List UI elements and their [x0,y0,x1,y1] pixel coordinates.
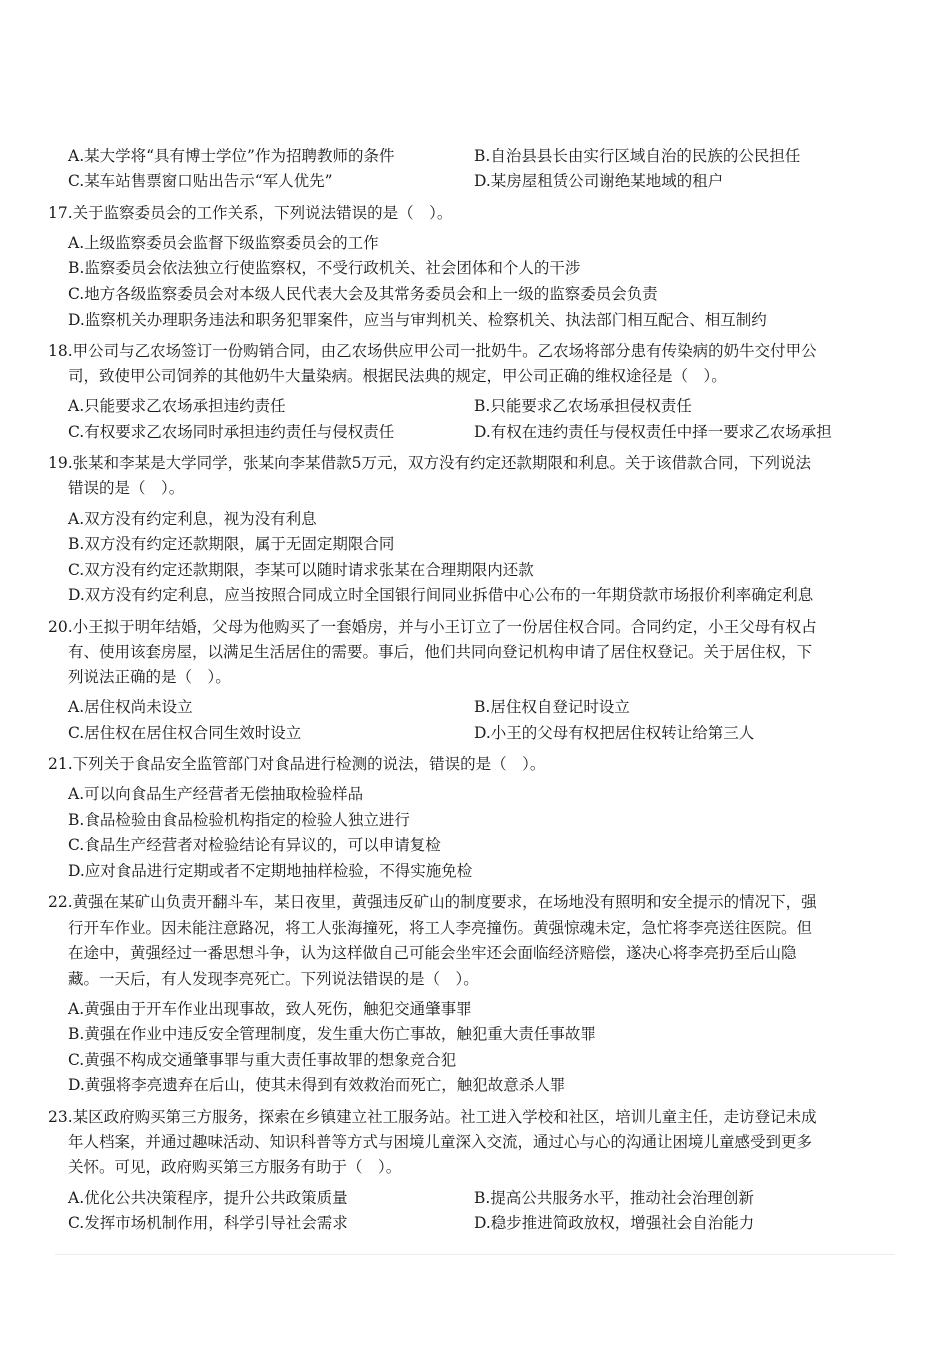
q22-stem-line-2: 行开车作业。因未能注意路况，将工人张海撞死，将工人李亮撞伤。黄强惊魂未定，急忙将李亮送往医院。但 [68,919,813,937]
q20-stem-line-2: 有、使用该套房屋，以满足生活居住的需要。事后，他们共同向登记机构申请了居住权登记。关于居住权，下 [68,643,813,661]
q20-option-d: D.小王的父母有权把居住权转让给第三人 [474,724,755,742]
q23-option-c: C.发挥市场机制作用，科学引导社会需求 [68,1214,348,1232]
q19-option-d: D.双方没有约定利息，应当按照合同成立时全国银行间同业拆借中心公布的一年期贷款市场报价利率确定利息 [68,586,814,604]
q18-option-c: C.有权要求乙农场同时承担违约责任与侵权责任 [68,423,395,441]
q17-option-b: B.监察委员会依法独立行使监察权，不受行政机关、社会团体和个人的干涉 [68,259,581,277]
q16-option-a: A.某大学将“具有博士学位”作为招聘教师的条件 [68,147,395,165]
q19-stem-line-2: 错误的是（ ）。 [68,479,185,497]
q18-stem-line-1: 18.甲公司与乙农场签订一份购销合同，由乙农场供应甲公司一批奶牛。乙农场将部分患有传染病的奶牛交付甲公 [48,342,817,360]
q22-option-b: B.黄强在作业中违反安全管理制度，发生重大伤亡事故，触犯重大责任事故罪 [68,1025,596,1043]
q16-option-d: D.某房屋租赁公司谢绝某地域的租户 [474,172,724,190]
q17-option-d: D.监察机关办理职务违法和职务犯罪案件，应当与审判机关、检察机关、执法部门相互配合、相互制约 [68,311,767,329]
q23-stem-line-1: 23.某区政府购买第三方服务，探索在乡镇建立社工服务站。社工进入学校和社区，培训儿童主任，走访登记未成 [48,1108,817,1126]
q23-stem-line-2: 年人档案，并通过趣味活动、知识科普等方式与困境儿童深入交流，通过心与心的沟通让困境儿童感受到更多 [68,1133,813,1151]
q17-stem: 17.关于监察委员会的工作关系，下列说法错误的是（ ）。 [48,204,453,222]
q23-option-b: B.提高公共服务水平，推动社会治理创新 [474,1189,754,1207]
q22-stem-line-3: 在途中，黄强经过一番思想斗争，认为这样做自己可能会坐牢还会面临经济赔偿，遂决心将李亮扔至后山隐 [68,944,797,962]
q21-stem: 21.下列关于食品安全监管部门对食品进行检测的说法，错误的是（ ）。 [48,755,546,773]
q22-stem-line-1: 22.黄强在某矿山负责开翻斗车，某日夜里，黄强违反矿山的制度要求，在场地没有照明和安全提示的情况下，强 [48,893,817,911]
q21-option-d: D.应对食品进行定期或者不定期地抽样检验，不得实施免检 [68,862,473,880]
q23-stem-line-3: 关怀。可见，政府购买第三方服务有助于（ ）。 [68,1158,402,1176]
q23-option-d: D.稳步推进简政放权，增强社会自治能力 [474,1214,755,1232]
q20-stem-line-1: 20.小王拟于明年结婚，父母为他购买了一套婚房，并与小王订立了一份居住权合同。合同约定，小王父母有权占 [48,618,817,636]
q21-option-b: B.食品检验由食品检验机构指定的检验人独立进行 [68,811,410,829]
q18-option-b: B.只能要求乙农场承担侵权责任 [474,397,692,415]
q18-stem-line-2: 司，致使甲公司饲养的其他奶牛大量染病。根据民法典的规定，甲公司正确的维权途径是（ ）。 [68,367,727,385]
q20-option-c: C.居住权在居住权合同生效时设立 [68,724,302,742]
q17-option-c: C.地方各级监察委员会对本级人民代表大会及其常务委员会和上一级的监察委员会负责 [68,285,658,303]
q16-option-c: C.某车站售票窗口贴出告示“军人优先” [68,172,333,190]
q18-option-a: A.只能要求乙农场承担违约责任 [68,397,286,415]
q20-stem-line-3: 列说法正确的是（ ）。 [68,668,231,686]
page-bottom-divider [55,1254,895,1255]
q18-option-d: D.有权在违约责任与侵权责任中择一要求乙农场承担 [474,423,832,441]
q21-option-c: C.食品生产经营者对检验结论有异议的，可以申请复检 [68,836,441,854]
q22-option-d: D.黄强将李亮遗弃在后山，使其未得到有效救治而死亡，触犯故意杀人罪 [68,1076,566,1094]
q20-option-b: B.居住权自登记时设立 [474,698,630,716]
q19-option-a: A.双方没有约定利息，视为没有利息 [68,510,317,528]
q21-option-a: A.可以向食品生产经营者无偿抽取检验样品 [68,785,364,803]
q19-option-b: B.双方没有约定还款期限，属于无固定期限合同 [68,535,395,553]
q23-option-a: A.优化公共决策程序，提升公共政策质量 [68,1189,348,1207]
q22-option-a: A.黄强由于开车作业出现事故，致人死伤，触犯交通肇事罪 [68,1000,472,1018]
q22-option-c: C.黄强不构成交通肇事罪与重大责任事故罪的想象竞合犯 [68,1051,457,1069]
q16-option-b: B.自治县县长由实行区域自治的民族的公民担任 [474,147,801,165]
q20-option-a: A.居住权尚未设立 [68,698,193,716]
q19-stem-line-1: 19.张某和李某是大学同学，张某向李某借款5万元，双方没有约定还款期限和利息。关于该借款合同，下列说法 [48,454,812,472]
q17-option-a: A.上级监察委员会监督下级监察委员会的工作 [68,234,379,252]
q22-stem-line-4: 藏。一天后，有人发现李亮死亡。下列说法错误的是（ ）。 [68,970,479,988]
q19-option-c: C.双方没有约定还款期限，李某可以随时请求张某在合理期限内还款 [68,561,534,579]
